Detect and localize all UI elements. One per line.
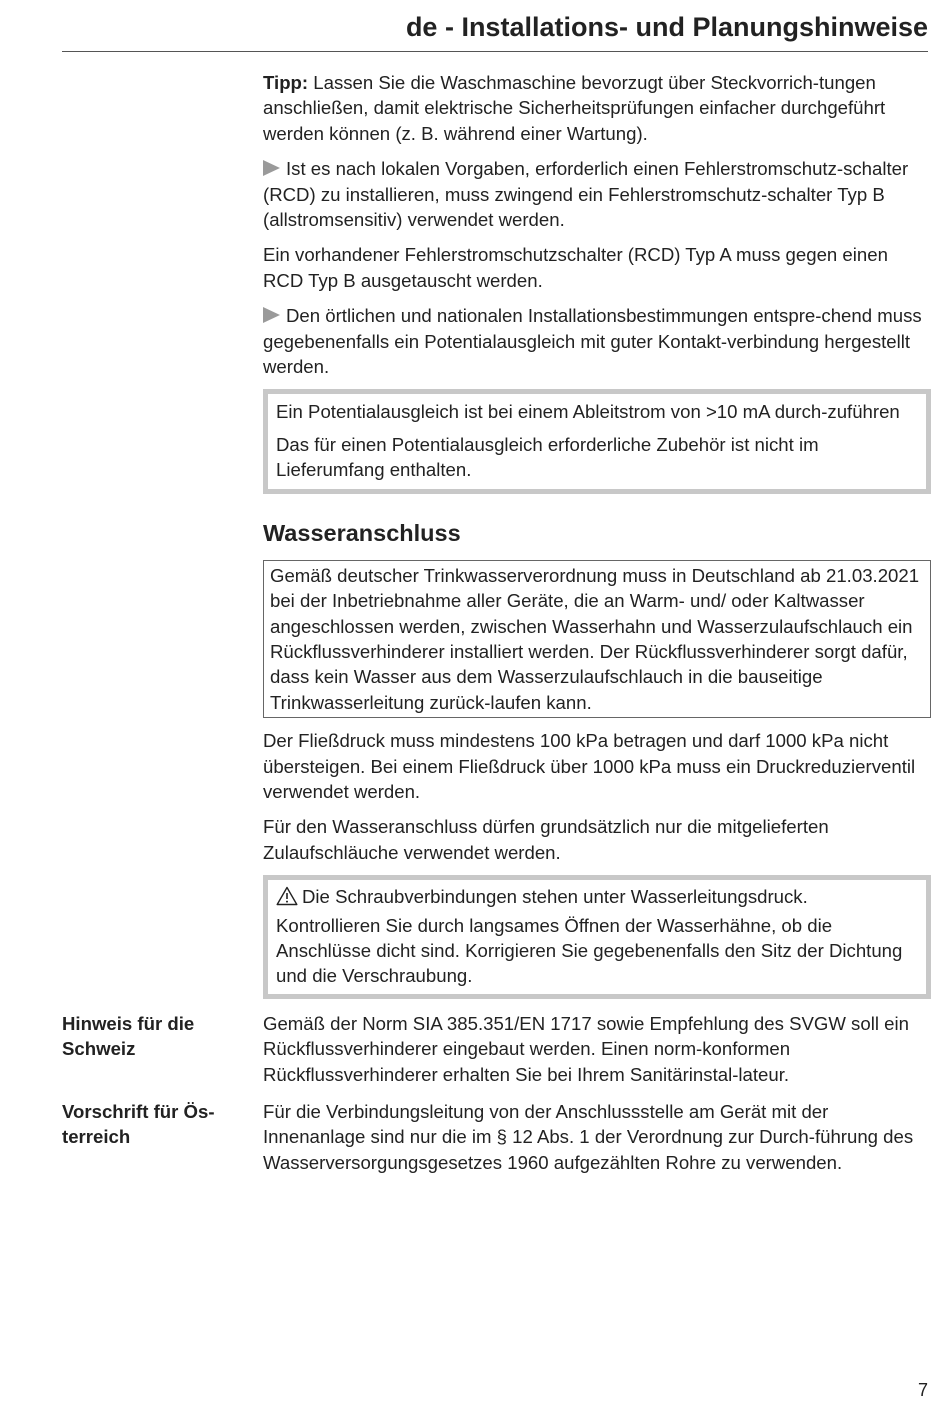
warning-icon <box>276 886 298 912</box>
hoses-paragraph: Für den Wasseranschluss dürfen grundsätzlich nur die mitgelieferten Zulaufschläuche verwendet werden. <box>263 816 829 863</box>
triangle-bullet-icon <box>263 160 280 176</box>
swiss-note-label: Hinweis für die Schweiz <box>62 1012 195 1060</box>
rcd-instruction-text: Ist es nach lokalen Vorgaben, erforderlich einen Fehlerstromschutz-schalter (RCD) zu installieren, muss zwingend ein Fehlerstromschutz-schalter Typ B (allstromsensitiv) verwendet werden. <box>263 158 909 231</box>
austria-regulation-label: Vorschrift für Ös-terreich <box>62 1101 215 1148</box>
potential-instruction <box>263 303 931 379</box>
header-divider <box>62 51 928 52</box>
page-header-title: de - Installations- und Planungshinweise <box>405 12 928 42</box>
potential-instruction-text: Den örtlichen und nationalen Installationsbestimmungen entspre-chend muss gegebenenfalls ein Potentialausgleich mit guter Kontakt-verbindung hergestellt werden. <box>263 305 922 378</box>
austria-regulation <box>62 1099 931 1175</box>
rcd-instruction <box>263 156 931 232</box>
potential-note-line-2: Das für einen Potentialausgleich erforderliche Zubehör ist nicht im Lieferumfang enthalten. <box>276 433 819 481</box>
warning-box <box>263 875 931 999</box>
potential-note-box <box>263 389 931 493</box>
tip-paragraph <box>263 70 931 146</box>
warning-text: Die Schraubverbindungen stehen unter Wasserleitungsdruck. Kontrollieren Sie durch langsames Öffnen der Wasserhähne, ob die Anschlüsse dicht sind. Korrigieren Sie gegebenenfalls den Sitz der Dichtung und die Verschraubung. <box>276 886 903 987</box>
swiss-note <box>62 1011 931 1087</box>
swiss-note-text: Gemäß der Norm SIA 385.351/EN 1717 sowie Empfehlung des SVGW soll ein Rückflussverhinderer eingebaut werden. Einen norm-konformen Rückflussverhinderer erhalten Sie bei Ihrem Sanitärinstal-lateur. <box>263 1012 909 1085</box>
pressure-paragraph: Der Fließdruck muss mindestens 100 kPa betragen und darf 1000 kPa nicht übersteigen. Bei einem Fließdruck über 1000 kPa muss ein Druckreduzierventil verwendet werden. <box>263 730 916 802</box>
rcd-note: Ein vorhandener Fehlerstromschutzschalter (RCD) Typ A muss gegen einen RCD Typ B ausgetauscht werden. <box>263 244 888 291</box>
austria-regulation-text: Für die Verbindungsleitung von der Anschlussstelle am Gerät mit der Innenanlage sind nur die im § 12 Abs. 1 der Verordnung zur Durch-führung des Wasserversorgungsgesetzes 1960 aufgezählten Rohre zu verwenden. <box>263 1101 914 1173</box>
tip-label: Tipp: <box>263 72 309 93</box>
tip-text: Lassen Sie die Waschmaschine bevorzugt über Steckvorrich-tungen anschließen, damit elektrische Sicherheitsprüfungen einfacher durchgeführt werden können (z. B. während einer Wartung). <box>263 72 886 144</box>
main-content <box>62 70 931 1187</box>
potential-note-line-1: Ein Potentialausgleich ist bei einem Ableitstrom von >10 mA durch-zuführen <box>276 401 900 423</box>
triangle-bullet-icon <box>263 307 280 323</box>
regulation-box: Gemäß deutscher Trinkwasserverordnung muss in Deutschland ab 21.03.2021 bei der Inbetriebnahme aller Geräte, die an Warm- und/ oder Kaltwasser angeschlossen werden, zwischen Wasserhahn und Wasserzulaufschlauch ein Rückflussverhinderer installiert werden. Der Rückflussverhinderer sorgt dafür, dass kein Wasser aus dem Wasserzulaufschlauch in die bauseitige Trinkwasserleitung zurück-laufen kann. <box>263 560 931 718</box>
section-title-water: Wasseranschluss <box>263 519 461 546</box>
page-number: 7 <box>917 1380 928 1400</box>
